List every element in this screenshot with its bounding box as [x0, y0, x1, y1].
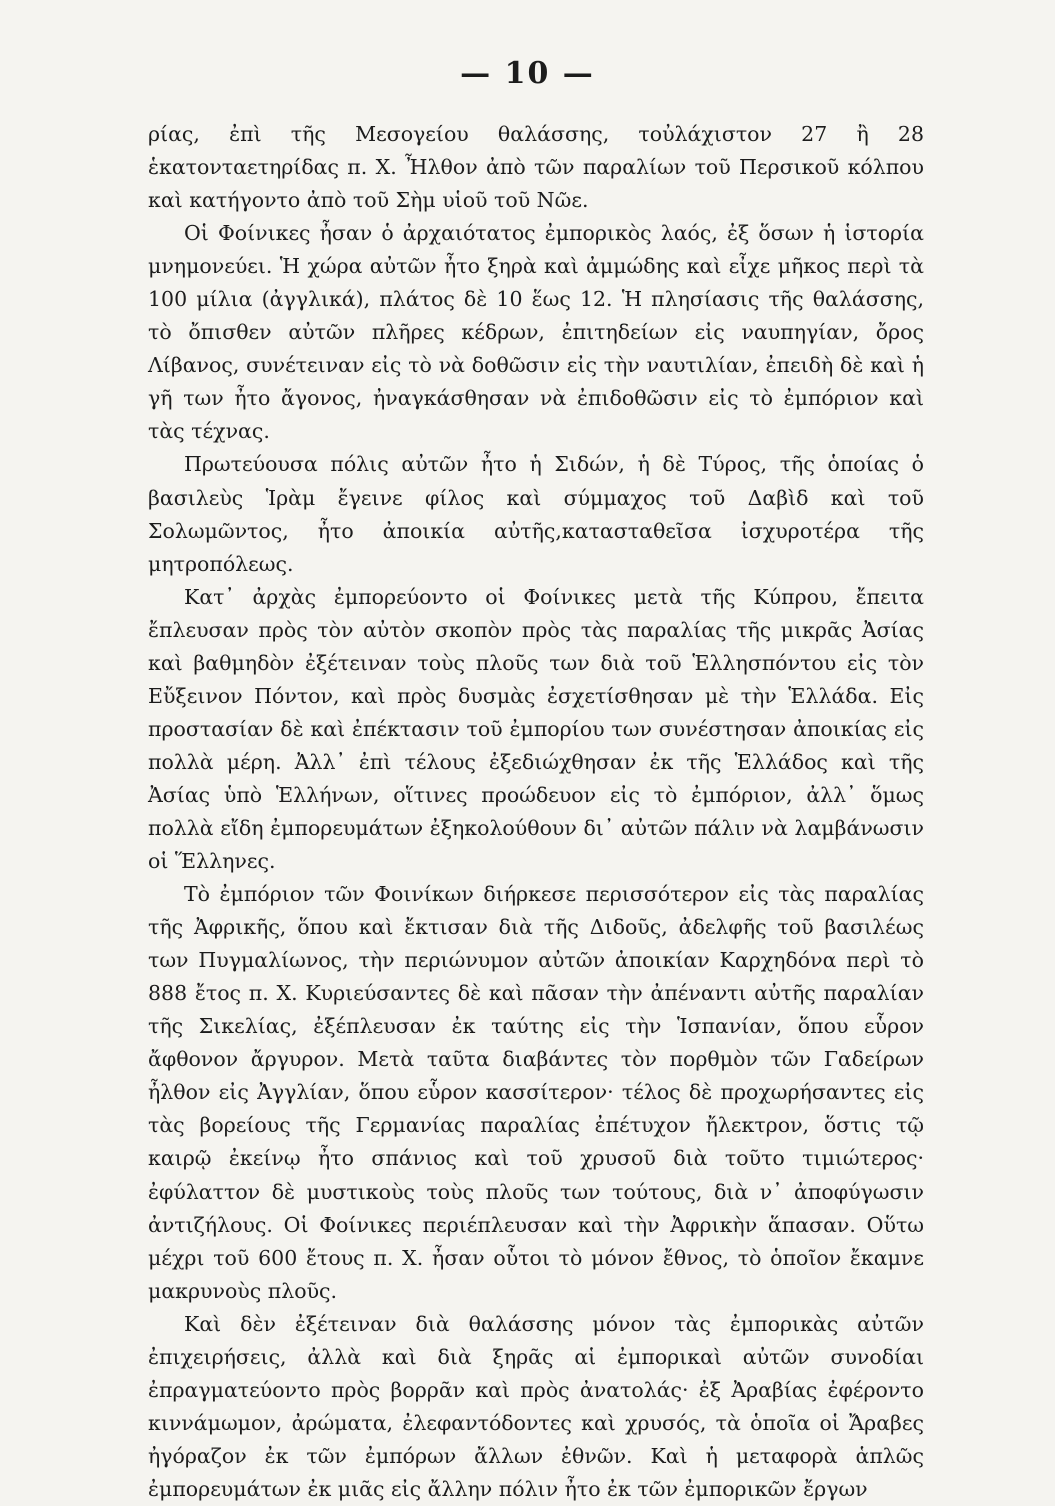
paragraph-3: Πρωτεύουσα πόλις αὐτῶν ἦτο ἡ Σιδών, ἡ δὲ Τύρος, τῆς ὁποίας ὁ βασιλεὺς Ἱρὰμ ἔγεινε φίλος καὶ σύμμαχος τοῦ Δαβὶδ καὶ τοῦ Σολωμῶντος, ἦτο ἀποικία αὐτῆς,κατασταθεῖσα ἰσχυροτέρα τῆς μητροπόλεως.	[148, 452, 924, 576]
paragraph-5: Τὸ ἐμπόριον τῶν Φοινίκων διήρκεσε περισσότερον εἰς τὰς παραλίας τῆς Ἀφρικῆς, ὅπου καὶ ἔκτισαν διὰ τῆς Διδοῦς, ἀδελφῆς τοῦ βασιλέως των Πυγμαλίωνος, τὴν περιώνυμον αὐτῶν ἀποικίαν Καρχηδόνα περὶ τὸ 888 ἔτος π. Χ. Κυριεύσαντες δὲ καὶ πᾶσαν τὴν ἀπέναντι αὐτῆς παραλίαν τῆς Σικελίας, ἐξέπλευσαν ἐκ ταύτης εἰς τὴν Ἱσπανίαν, ὅπου εὗρον ἄφθονον ἄργυρον. Μετὰ ταῦτα διαβάντες τὸν πορθμὸν τῶν Γαδείρων ἦλθον εἰς Ἀγγλίαν, ὅπου εὗρον κασσίτερον· τέλος δὲ προχωρήσαντες εἰς τὰς βορείους τῆς Γερμανίας παραλίας ἐπέτυχον ἤλεκτρον, ὅστις τῷ καιρῷ ἐκείνῳ ἦτο σπάνιος καὶ τοῦ χρυσοῦ διὰ τοῦτο τιμιώτερος· ἐφύλαττον δὲ μυστικοὺς τοὺς πλοῦς των τούτους, διὰ ν᾽ ἀποφύγωσιν ἀντιζήλους. Οἱ Φοίνικες περιέπλευσαν καὶ τὴν Ἀφρικὴν ἅπασαν. Οὕτω μέχρι τοῦ 600 ἔτους π. Χ. ἦσαν οὗτοι τὸ μόνον ἔθνος, τὸ ὁποῖον ἔκαμνε μακρυνοὺς πλοῦς.	[148, 882, 924, 1303]
paragraph-2: Οἱ Φοίνικες ἦσαν ὁ ἀρχαιότατος ἐμπορικὸς λαός, ἐξ ὅσων ἡ ἱστορία μνημονεύει. Ἡ χώρα αὐτῶν ἦτο ξηρὰ καὶ ἀμμώδης καὶ εἶχε μῆκος περὶ τὰ 100 μίλια (ἀγγλικά), πλάτος δὲ 10 ἕως 12. Ἡ πλησίασις τῆς θαλάσσης, τὸ ὄπισθεν αὐτῶν πλῆρες κέδρων, ἐπιτηδείων εἰς ναυπηγίαν, ὄρος Λίβανος, συνέτειναν εἰς τὸ νὰ δοθῶσιν εἰς τὴν ναυτιλίαν, ἐπειδὴ δὲ καὶ ἡ γῆ των ἦτο ἄγονος, ἠναγκάσθησαν νὰ ἐπιδοθῶσιν εἰς τὸ ἐμπόριον καὶ τὰς τέχνας.	[148, 221, 924, 444]
paragraph-4: Κατ᾽ ἀρχὰς ἐμπορεύοντο οἱ Φοίνικες μετὰ τῆς Κύπρου, ἔπειτα ἔπλευσαν πρὸς τὸν αὐτὸν σκοπὸν πρὸς τὰς παραλίας τῆς μικρᾶς Ἀσίας καὶ βαθμηδὸν ἐξέτειναν τοὺς πλοῦς των διὰ τοῦ Ἑλλησπόντου εἰς τὸν Εὔξεινον Πόντον, καὶ πρὸς δυσμὰς ἐσχετίσθησαν μὲ τὴν Ἑλλάδα. Εἰς προστασίαν δὲ καὶ ἐπέκτασιν τοῦ ἐμπορίου των συνέστησαν ἀποικίας εἰς πολλὰ μέρη. Ἀλλ᾽ ἐπὶ τέλους ἐξεδιώχθησαν ἐκ τῆς Ἑλλάδος καὶ τῆς Ἀσίας ὑπὸ Ἑλλήνων, οἵτινες προώδευον εἰς τὸ ἐμπόριον, ἀλλ᾽ ὅμως πολλὰ εἴδη ἐμπορευμάτων ἐξηκολούθουν δι᾽ αὐτῶν πάλιν νὰ λαμβάνωσιν οἱ Ἕλληνες.	[148, 584, 924, 874]
body-text	[148, 118, 924, 1506]
page-number: — 10 —	[460, 56, 595, 91]
paragraph-6: Καὶ δὲν ἐξέτειναν διὰ θαλάσσης μόνον τὰς ἐμπορικὰς αὐτῶν ἐπιχειρήσεις, ἀλλὰ καὶ διὰ ξηρᾶς αἱ ἐμπορικαὶ αὐτῶν συνοδίαι ἐπραγματεύοντο πρὸς βορρᾶν καὶ πρὸς ἀνατολάς· ἐξ Ἀραβίας ἐφέροντο κιννάμωμον, ἀρώματα, ἐλεφαντόδοντες καὶ χρυσός, τὰ ὁποῖα οἱ Ἄραβες ἠγόραζον ἐκ τῶν ἐμπόρων ἄλλων ἐθνῶν. Καὶ ἡ μεταφορὰ ἁπλῶς ἐμπορευμάτων ἐκ μιᾶς εἰς ἄλλην πόλιν ἦτο ἐκ τῶν ἐμπορικῶν ἔργων	[148, 1311, 924, 1501]
paragraph-1: ρίας, ἐπὶ τῆς Μεσογείου θαλάσσης, τοὐλάχιστον 27 ἢ 28 ἑκατονταετηρίδας π. Χ. Ἦλθον ἀπὸ τῶν παραλίων τοῦ Περσικοῦ κόλπου καὶ κατήγοντο ἀπὸ τοῦ Σὴμ υἱοῦ τοῦ Νῶε.	[148, 122, 924, 213]
